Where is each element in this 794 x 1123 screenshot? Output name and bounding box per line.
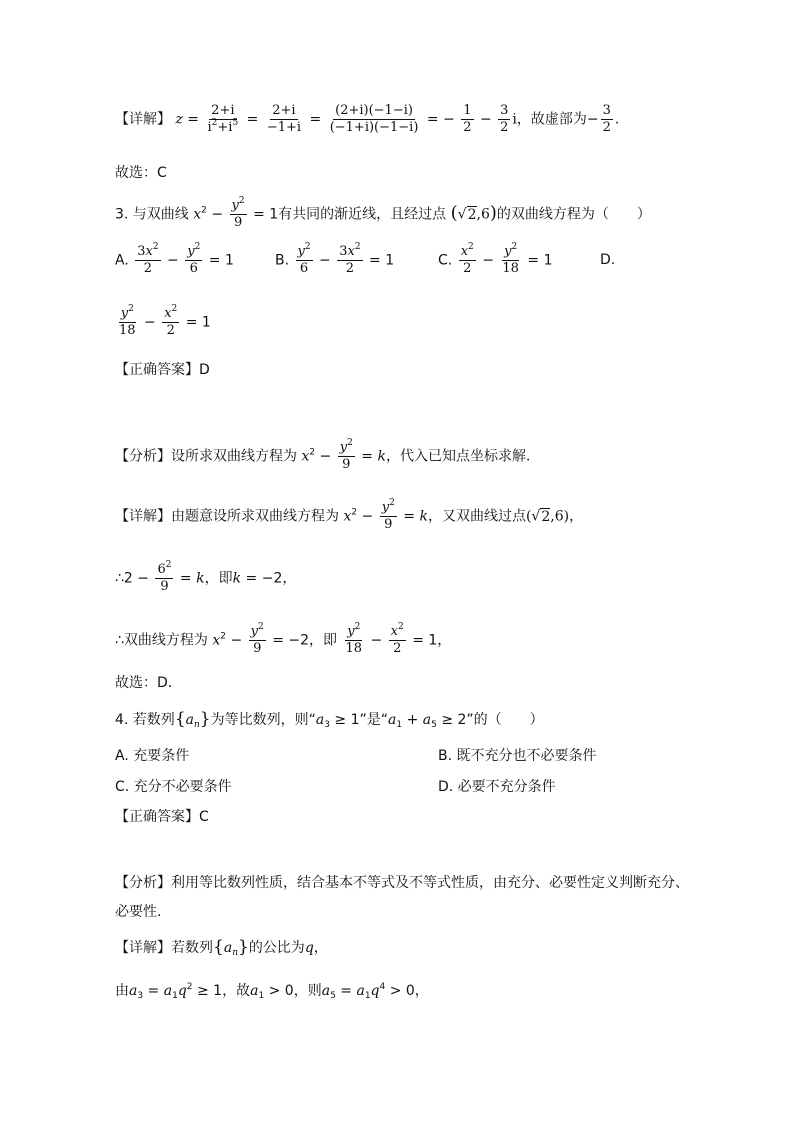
q4-option-a: A. 充要条件 bbox=[115, 748, 190, 764]
q4-option-c: C. 充分不必要条件 bbox=[115, 779, 232, 795]
detail-tail: ，故虚部为 bbox=[516, 111, 587, 128]
q4-option-b: B. 既不充分也不必要条件 bbox=[438, 748, 597, 764]
question-3-stem: 3. 与双曲线 $x^2$ − $\frac{y^2}{9}$ = 1有共同的渐近线，且经过点 (√2,6)的双曲线方程为（ ） bbox=[115, 196, 651, 230]
detail-label: 【详解】 bbox=[115, 111, 171, 128]
q4-step: 由$a_3 = a_1q^2 \ge 1$，故$a_1 > 0$，则$a_5 = a_1q^4 > 0$， bbox=[115, 982, 429, 1001]
q3-answer: 【正确答案】D bbox=[115, 362, 210, 378]
q3-mid: 有共同的渐近线，且经过点 bbox=[278, 206, 447, 223]
q4-detail: 【详解】若数列$\{a_n\}$的公比为q， bbox=[115, 937, 328, 958]
q3-suffix: 的双曲线方程为（ ） bbox=[496, 206, 651, 223]
q3-option-a: A. $\frac{3x^2}{2}$ − $\frac{y^2}{6}$ = 1 bbox=[115, 242, 234, 276]
q3-step-1: ∴2 − $\frac{6^2}{9}$ = k，即k = −2， bbox=[115, 560, 297, 594]
q3-option-d: D. bbox=[600, 252, 616, 268]
q3-conclusion: 故选：D． bbox=[115, 675, 182, 691]
q3-detail: 【详解】由题意设所求双曲线方程为 $x^2$ − $\frac{y^2}{9}$ = k，又双曲线过点(√2,6)， bbox=[115, 498, 584, 532]
conclusion-1: 故选：C bbox=[115, 165, 167, 181]
q3-analysis: 【分析】设所求双曲线方程为 $x^2$ − $\frac{y^2}{9}$ = k，代入已知点坐标求解． bbox=[115, 438, 540, 472]
q4-analysis: 【分析】利用等比数列性质，结合基本不等式及不等式性质，由充分、必要性定义判断充分、 bbox=[115, 875, 689, 891]
q3-option-c: C. $\frac{x^2}{2}$ − $\frac{y^2}{18}$ = 1 bbox=[438, 242, 553, 276]
q3-step-2: ∴双曲线方程为 $x^2$ − $\frac{y^2}{9}$ = −2，即 $\frac{y^2}{18}$ − $\frac{x^2}{2}$ = 1， bbox=[115, 622, 452, 656]
question-4-stem: 4. 若数列$\{a_n\}$为等比数列，则“$a_3 \ge 1$”是“$a_1 + a_5 \ge 2$”的（ ） bbox=[115, 709, 544, 730]
q4-answer: 【正确答案】C bbox=[115, 809, 209, 825]
q3-prefix: 3. 与双曲线 bbox=[115, 206, 189, 223]
q4-option-d: D. 必要不充分条件 bbox=[438, 779, 556, 795]
q3-option-b: B. $\frac{y^2}{6}$ − $\frac{3x^2}{2}$ = 1 bbox=[275, 242, 395, 276]
detail-line-1: 【详解】 z = $\frac{2+i}{i^2+i^5}$ = $\frac{2+i}{-1+i}$ = $\frac{(2+i)(-1-i)}{(-1+i)(-1-i)}$ = − $\frac{1}{2}$ − $\frac{3}{2}$ i，故虚部为− $\frac{3}{2}$ . bbox=[115, 103, 620, 135]
q3-option-d-formula: $\frac{y^2}{18}$ − $\frac{x^2}{2}$ = 1 bbox=[119, 304, 211, 338]
q4-analysis-cont: 必要性. bbox=[115, 904, 162, 920]
